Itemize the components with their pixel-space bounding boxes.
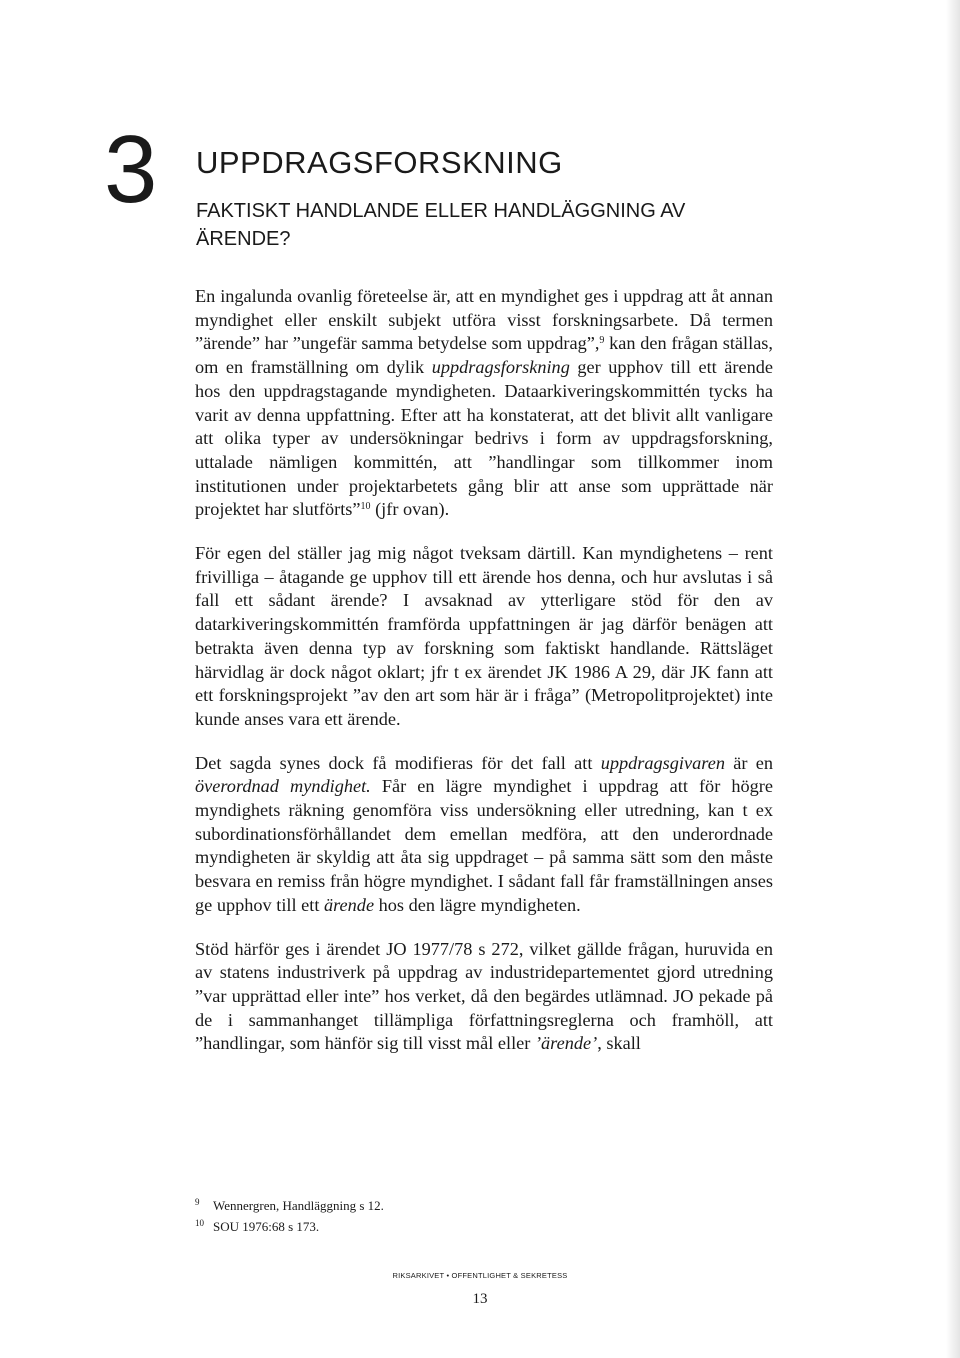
chapter-number: 3 <box>104 116 158 223</box>
paragraph-text: En ingalunda ovanlig företeelse är, att en myndighet ges i uppdrag att åt annan myndighet eller enskilt subjekt utföra visst forskningsarbete. Då termen ”ärende” har ”ungefär samma betydelse som uppdrag”, <box>195 286 773 354</box>
paragraph-text: Får en lägre myndighet i uppdrag att för högre myndighets räkning genomföra viss undersökning eller utredning, kan t ex subordinationsförhållandet dem emellan medföra, att den underordnade myndigheten är skyldig att åta sig uppdraget – på samma sätt som den måste besvara en remiss från högre myndighet. I sådant fall får framställningen anses ge upphov till ett <box>195 776 773 915</box>
emphasized-text: uppdragsforskning <box>431 357 570 378</box>
paragraph-text: hos den lägre myndigheten. <box>374 894 581 915</box>
running-footer: RIKSARKIVET • OFFENTLIGHET & SEKRETESS <box>392 1271 568 1280</box>
footnote <box>195 1216 755 1237</box>
emphasized-text: ärende <box>323 894 375 915</box>
footnote-text: Wennergren, Handläggning s 12. <box>213 1198 384 1213</box>
body-text <box>195 285 773 1076</box>
footnote-mark: 9 <box>195 1197 200 1207</box>
footnote-reference: 10 <box>360 501 371 513</box>
footnote-reference: 9 <box>599 335 605 347</box>
footnote-text: SOU 1976:68 s 173. <box>213 1219 320 1234</box>
paragraph-text: ger upphov till ett ärende hos den uppdragstagande myndigheten. Dataarkiveringskommittén tycks ha varit av denna uppfattning. Efter att ha konstaterat, att det blivit allt vanligare att olika typer av undersökningar bedrivs i form av uppdragsforskning, uttalade nämligen kommittén, att ”handlingar som tillkommer inom institutionen under projektarbetets gång blir att anse som upprättade när projektet har slutförts” <box>195 357 773 520</box>
footnote-mark: 10 <box>195 1218 204 1228</box>
footnotes <box>195 1195 755 1237</box>
paragraph-text: (jfr ovan). <box>370 499 450 520</box>
emphasized-text: ’ärende’ <box>534 1033 598 1054</box>
paragraph-text: , skall <box>597 1033 641 1054</box>
paragraph-text: Stöd härför ges i ärendet JO 1977/78 s 272, vilket gällde frågan, huruvida en av statens industriverk på uppdrag av industridepartementet gjord utredning ”var upprättad eller inte” hos verket, då den begärdes utlämnad. JO pekade på de i sammanhanget tillämpliga författningsreglerna och framhöll, att ”handlingar, som hänför sig till visst mål eller <box>195 938 773 1054</box>
emphasized-text: överordnad myndighet. <box>195 776 371 797</box>
paragraph <box>195 285 773 522</box>
paragraph <box>195 542 773 732</box>
page-edge-shadow <box>946 0 960 1358</box>
paragraph-text: kan den frågan ställas, om en framställning om dylik <box>195 333 773 378</box>
paragraph <box>195 938 773 1057</box>
page-number: 13 <box>472 1291 488 1307</box>
emphasized-text: uppdragsgivaren <box>600 752 725 773</box>
paragraph-text: är en <box>724 752 773 773</box>
chapter-title: UPPDRAGSFORSKNING <box>196 145 563 180</box>
footnote <box>195 1195 755 1216</box>
paragraph <box>195 752 773 918</box>
paragraph-text: För egen del ställer jag mig något tveksam därtill. Kan myndighetens – rent frivilliga – åtagande ge upphov till ett ärende hos denna, och hur avslutas i så fall ett sådant ärende? I avsaknad av ytterligare stöd för den av datarkiveringskommittén framförda uppfattningen är jag därför benägen att betrakta även denna typ av forskning som faktiskt handlande. Rättsläget härvidlag är dock något oklart; jfr t ex ärendet JK 1986 A 29, där JK fann att ett forskningsprojekt ”av den art som här är i fråga” (Metropolitprojektet) inte kunde anses vara ett ärende. <box>195 543 773 729</box>
chapter-subtitle: FAKTISKT HANDLANDE ELLER HANDLÄGGNING AV ÄRENDE? <box>196 200 686 250</box>
paragraph-text: Det sagda synes dock få modifieras för det fall att <box>195 752 601 773</box>
